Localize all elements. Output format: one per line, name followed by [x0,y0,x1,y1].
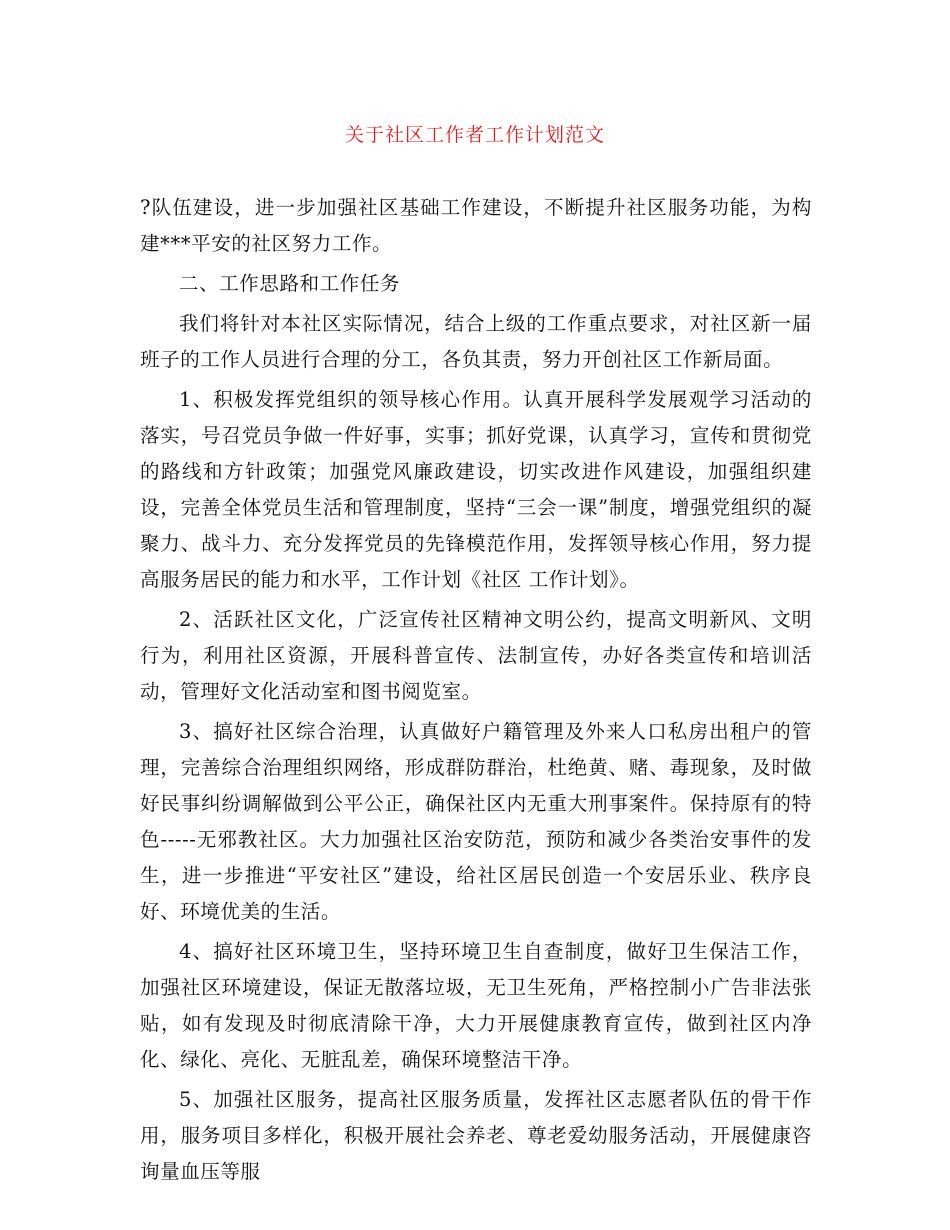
document-body [140,190,812,1194]
section-heading: 二、工作思路和工作任务 [179,272,401,295]
paragraph-item-5: 5、加强社区服务，提高社区服务质量，发挥社区志愿者队伍的骨干作用，服务项目多样化，积极开展社会养老、尊老爱幼服务活动，开展健康咨询量血压等服 [140,1088,812,1183]
paragraph-item-3: 3、搞好社区综合治理，认真做好户籍管理及外来人口私房出租户的管理，完善综合治理组织网络，形成群防群治，杜绝黄、赌、毒现象，及时做好民事纠纷调解做到公平公正，确保社区内无重大刑事案件。保持原有的特色-----无邪教社区。大力加强社区治安防范，预防和减少各类治安事件的发生，进一步推进“平安社区”建设，给社区居民创造一个安居乐业、秩序良好、环境优美的生活。 [140,720,812,923]
paragraph-item-2: 2、活跃社区文化，广泛宣传社区精神文明公约，提高文明新风、文明行为，利用社区资源，开展科普宣传、法制宣传，办好各类宣传和培训活动，管理好文化活动室和图书阅览室。 [140,608,812,703]
paragraph-item-4: 4、搞好社区环境卫生，坚持环境卫生自查制度，做好卫生保洁工作，加强社区环境建设，保证无散落垃圾，无卫生死角，严格控制小广告非法张贴，如有发现及时彻底清除干净，大力开展健康教育宣传，做到社区内净化、绿化、亮化、无脏乱差，确保环境整洁干净。 [140,940,812,1071]
paragraph-continuation: ?队伍建设，进一步加强社区基础工作建设，不断提升社区服务功能，为构建***平安的社区努力工作。 [140,196,812,255]
document-title: 关于社区工作者工作计划范文 [344,124,605,146]
paragraph-intro: 我们将针对本社区实际情况，结合上级的工作重点要求，对社区新一届班子的工作人员进行合理的分工，各负其责，努力开创社区工作新局面。 [140,312,812,371]
paragraph-item-1: 1、积极发挥党组织的领导核心作用。认真开展科学发展观学习活动的落实，号召党员争做一件好事，实事；抓好党课，认真学习，宣传和贯彻党的路线和方针政策；加强党风廉政建设，切实改进作风建设，加强组织建设，完善全体党员生活和管理制度，坚持“三会一课”制度，增强党组织的凝聚力、战斗力、充分发挥党员的先锋模范作用，发挥领导核心作用，努力提高服务居民的能力和水平，工作计划《社区 工作计划》。 [140,388,812,591]
